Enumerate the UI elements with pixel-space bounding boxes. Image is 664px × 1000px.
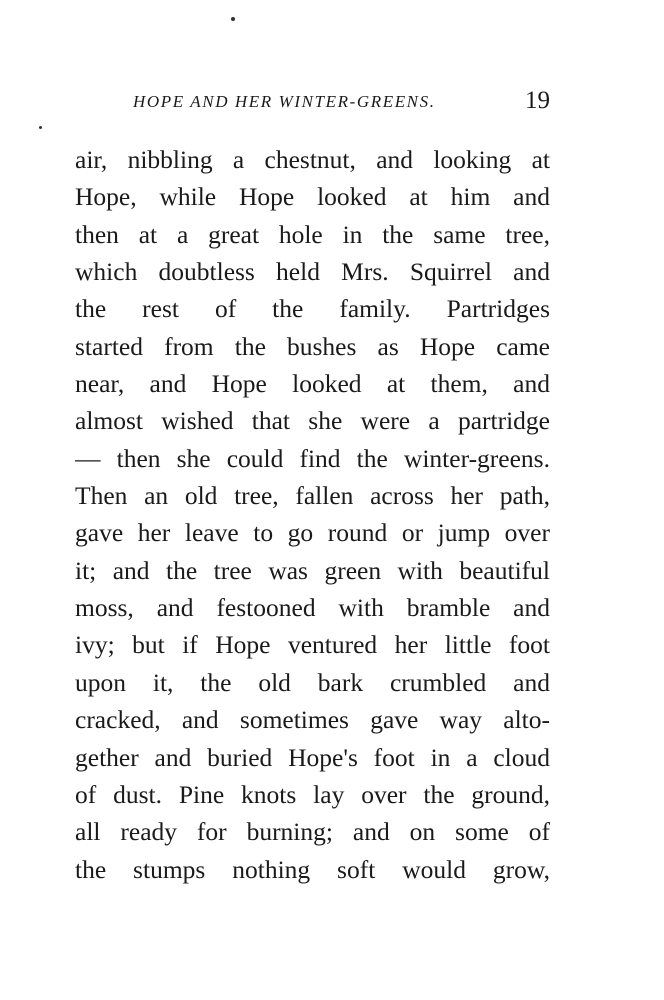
running-head — [75, 89, 550, 115]
text-line: which doubtless held Mrs. Squirrel and — [75, 257, 550, 287]
text-line: of dust. Pine knots lay over the ground, — [75, 779, 550, 809]
text-line: air, nibbling a chestnut, and looking at — [75, 145, 550, 174]
text-line: upon it, the old bark crumbled and — [75, 667, 550, 697]
text-line: cracked, and sometimes gave way alto- — [75, 705, 550, 735]
text-line: ivy; but if Hope ventured her little foot — [75, 630, 550, 660]
text-line: the rest of the family. Partridges — [75, 294, 550, 324]
text-line: the stumps nothing soft would grow, — [75, 854, 550, 884]
text-line: then at a great hole in the same tree, — [75, 219, 550, 249]
text-line: moss, and festooned with bramble and — [75, 593, 550, 623]
text-line: near, and Hope looked at them, and — [75, 369, 550, 399]
text-line: it; and the tree was green with beautiful — [75, 555, 550, 585]
text-line: started from the bushes as Hope came — [75, 331, 550, 361]
text-line: all ready for burning; and on some of — [75, 817, 550, 847]
text-line: Then an old tree, fallen across her path, — [75, 481, 550, 511]
print-speck — [231, 17, 235, 21]
text-line: Hope, while Hope looked at him and — [75, 182, 550, 212]
text-line: — then she could find the winter-greens. — [75, 443, 550, 473]
text-line: gether and buried Hope's foot in a cloud — [75, 742, 550, 772]
running-title: HOPE AND HER WINTER-GREENS. — [133, 92, 436, 111]
text-line: gave her leave to go round or jump over — [75, 518, 550, 548]
text-line: almost wished that she were a partridge — [75, 406, 550, 436]
body-text — [75, 141, 550, 888]
print-speck — [39, 126, 42, 129]
page-number: 19 — [525, 87, 550, 114]
